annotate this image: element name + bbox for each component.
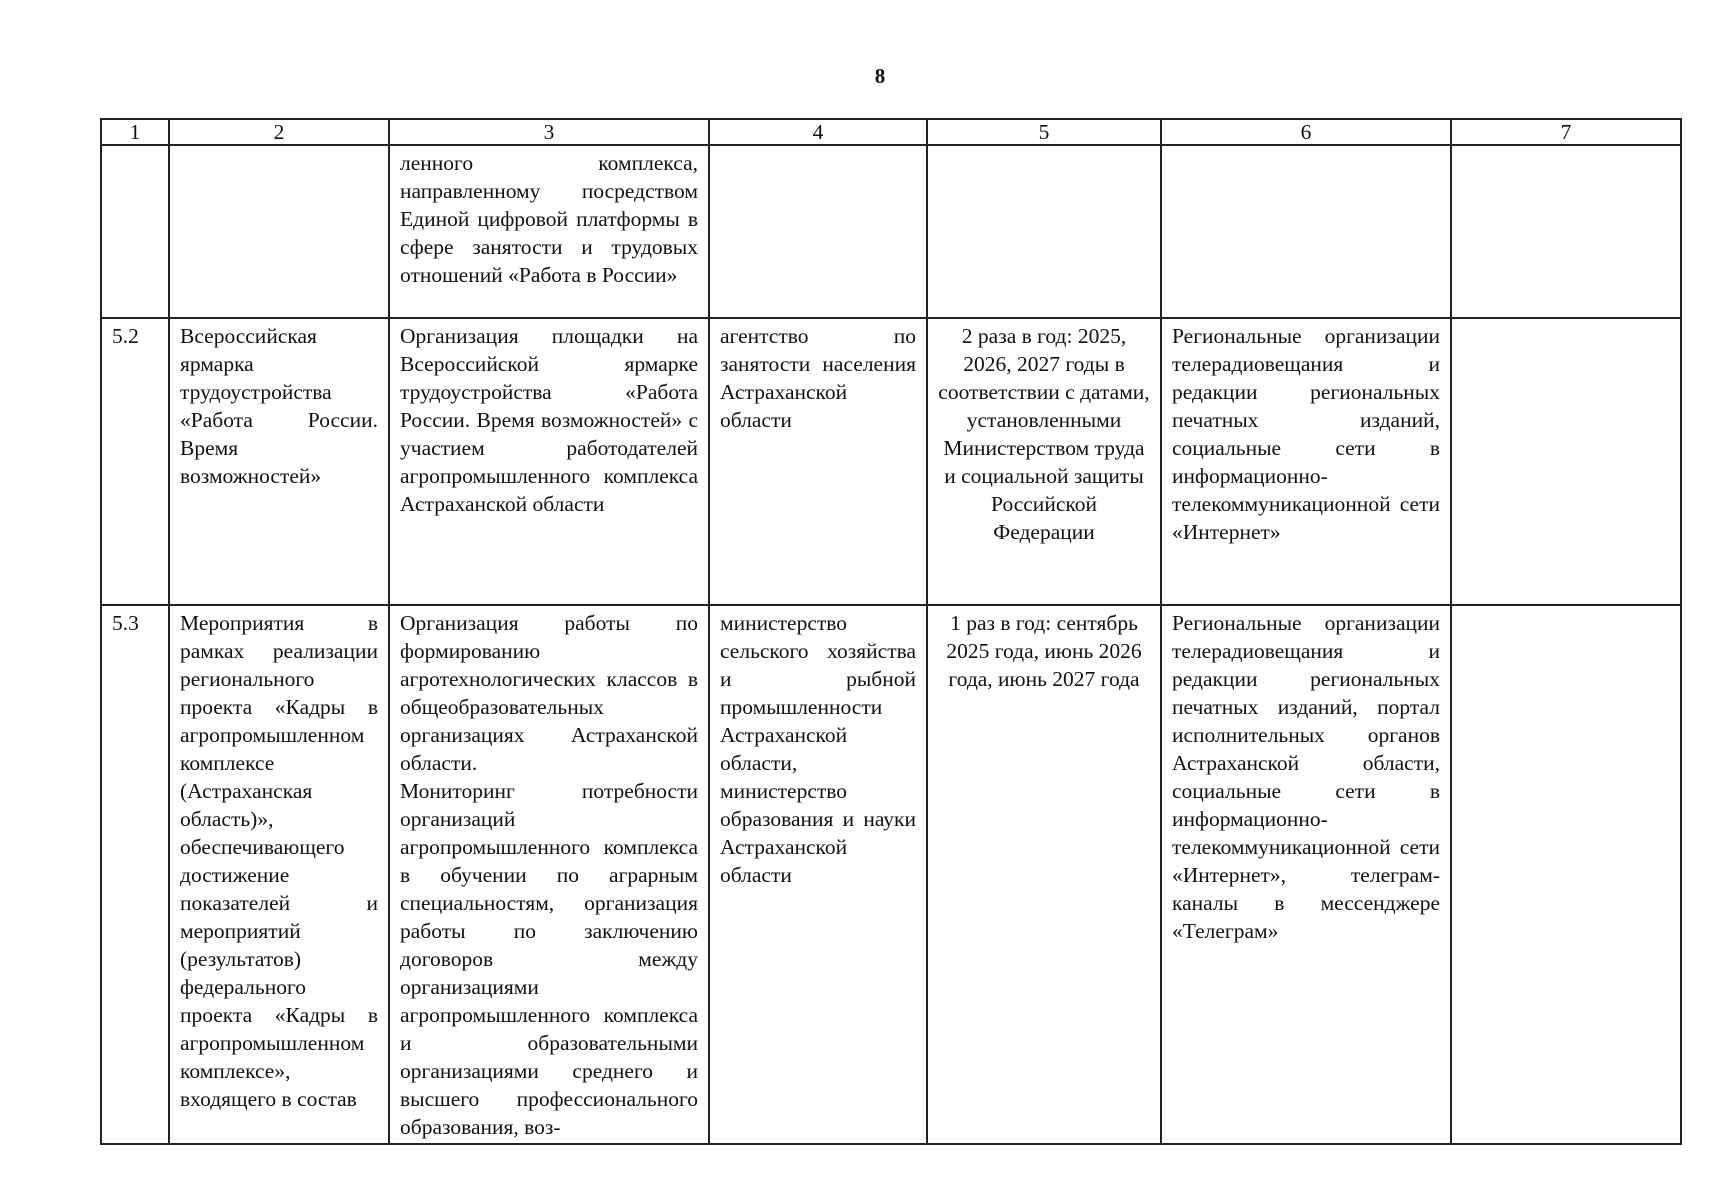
row-number: 5.3 — [101, 605, 169, 1144]
table-row — [101, 145, 1681, 318]
header-col-7: 7 — [1451, 119, 1681, 145]
row-number: 5.2 — [101, 318, 169, 605]
content-paragraph: Организация работы по формированию агротехнологических классов в общеобразовательных организациях Астраханской области. — [400, 611, 698, 775]
info-channels: Региональные организации телерадиовещания и редакции региональных печатных изданий, портал исполнительных органов Астраханской области, социальные сети в информационно-телекоммуникационной сети «Интернет», телеграм-каналы в мессенджере «Телеграм» — [1161, 605, 1451, 1144]
event-content — [389, 318, 709, 605]
responsible-executor: министерство сельского хозяйства и рыбной промышленности Астраханской области, министерство образования и науки Астраханской области — [709, 605, 927, 1144]
responsible-executor — [709, 145, 927, 318]
event-content — [389, 145, 709, 318]
column-7-cell — [1451, 145, 1681, 318]
header-row — [101, 119, 1681, 145]
row-number — [101, 145, 169, 318]
event-name — [169, 145, 389, 318]
column-7-cell — [1451, 605, 1681, 1144]
timing: 2 раза в год: 2025, 2026, 2027 годы в соответствии с датами, установленными Министерством труда и социальной защиты Российской Федерации — [927, 318, 1161, 605]
content-paragraph: ленного комплекса, направленному посредством Единой цифровой платформы в сфере занятости и трудовых отношений «Работа в России» — [400, 151, 698, 287]
header-col-5: 5 — [927, 119, 1161, 145]
event-name: Всероссийская ярмарка трудоустройства «Работа России. Время возможностей» — [169, 318, 389, 605]
header-col-1: 1 — [101, 119, 169, 145]
table-row — [101, 605, 1681, 1144]
header-col-4: 4 — [709, 119, 927, 145]
header-col-6: 6 — [1161, 119, 1451, 145]
column-7-cell — [1451, 318, 1681, 605]
info-channels — [1161, 145, 1451, 318]
header-col-3: 3 — [389, 119, 709, 145]
event-content — [389, 605, 709, 1144]
table-row — [101, 318, 1681, 605]
info-channels: Региональные организации телерадиовещания и редакции региональных печатных изданий, социальные сети в информационно-телекоммуникационной сети «Интернет» — [1161, 318, 1451, 605]
event-name: Мероприятия в рамках реализации регионального проекта «Кадры в агропромышленном комплексе (Астраханская область)», обеспечивающего достижение показателей и мероприятий (результатов) федерального проекта «Кадры в агропромышленном комплексе», входящего в состав — [169, 605, 389, 1144]
timing — [927, 145, 1161, 318]
timing: 1 раз в год: сентябрь 2025 года, июнь 2026 года, июнь 2027 года — [927, 605, 1161, 1144]
content-paragraph: Организация площадки на Всероссийской ярмарке трудоустройства «Работа России. Время возможностей» с участием работодателей агропромышленного комплекса Астраханской области — [400, 324, 698, 516]
header-col-2: 2 — [169, 119, 389, 145]
activities-table — [100, 118, 1682, 1145]
content-paragraph: Мониторинг потребности организаций агропромышленного комплекса в обучении по аграрным специальностям, организация работы по заключению договоров между организациями агропромышленного комплекса и образовательными организациями среднего и высшего профессионального образования, воз- — [400, 779, 698, 1139]
page-number: 8 — [874, 64, 886, 88]
responsible-executor: агентство по занятости населения Астраханской области — [709, 318, 927, 605]
